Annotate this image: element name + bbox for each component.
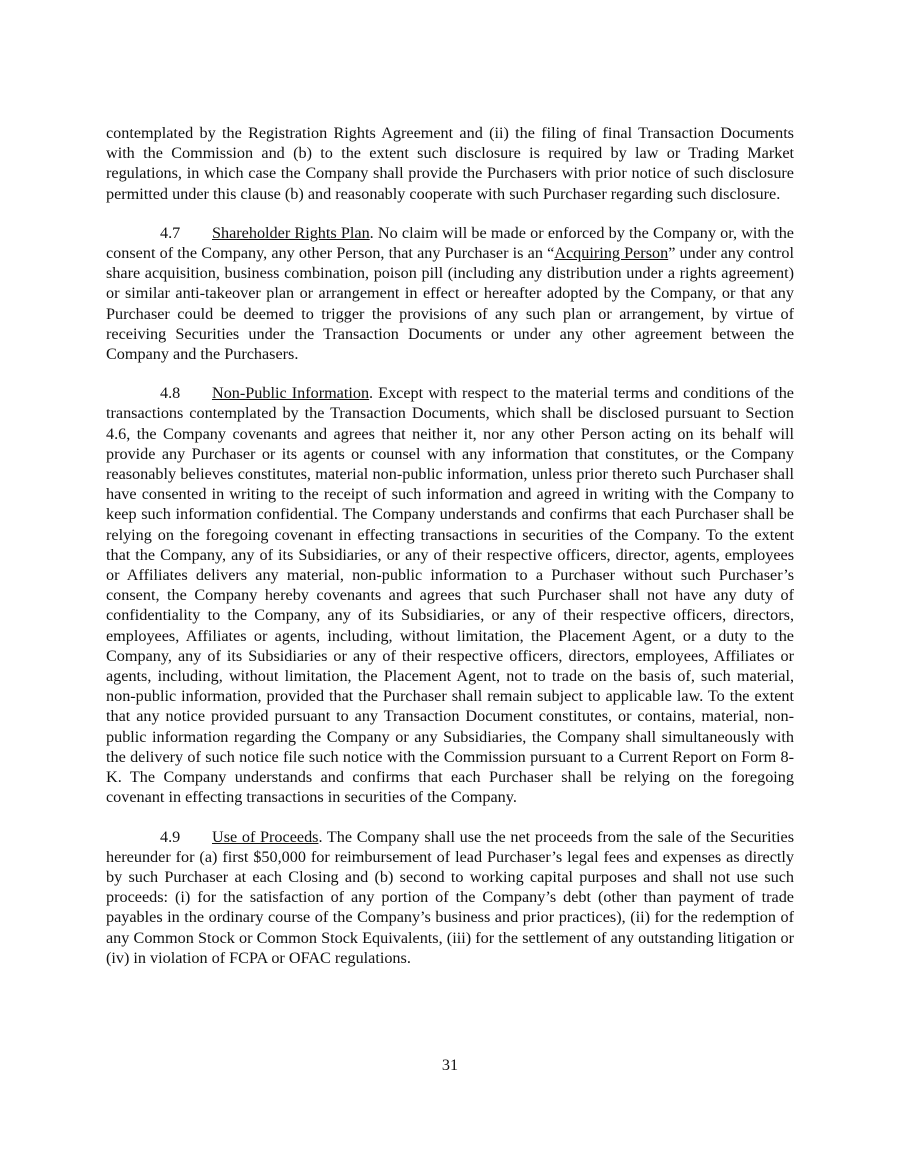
section-text: . Except with respect to the material terms and conditions of the transactions contemplated by the Transaction Documents, which shall be disclosed pursuant to Section 4.6, the Company covenants and agrees that neither it, nor any other Person acting on its behalf will provide any Purchaser or its agents or counsel with any information that constitutes, or the Company reasonably believes constitutes, material non-public information, unless prior thereto such Purchaser shall have consented in writing to the receipt of such information and agreed in writing with the Company to keep such information confidential. The Company understands and confirms that each Purchaser shall be relying on the foregoing covenant in effecting transactions in securities of the Company. To the extent that the Company, any of its Subsidiaries, or any of their respective officers, director, agents, employees or Affiliates delivers any material, non-public information to a Purchaser without such Purchaser’s consent, the Company hereby covenants and agrees that such Purchaser shall not have any duty of confidentiality to the Company, any of its Subsidiaries, or any of their respective officers, directors, employees, Affiliates or agents, including, without limitation, the Placement Agent, or a duty to the Company, any of its Subsidiaries or any of their respective officers, directors, employees, Affiliates or agents, including, without limitation, the Placement Agent, not to trade on the basis of, such material, non-public information, provided that the Purchaser shall remain subject to applicable law. To the extent that any notice provided pursuant to any Transaction Document constitutes, or contains, material, non-public information regarding the Company or any Subsidiaries, the Company shall simultaneously with the delivery of such notice file such notice with the Commission pursuant to a Current Report on Form 8-K. The Company understands and confirms that each Purchaser shall be relying on the foregoing covenant in effecting transactions in securities of the Company. [106,384,794,807]
section-number: 4.9 [160,827,181,846]
section-number: 4.7 [160,223,181,242]
section-heading: Non-Public Information [212,384,370,403]
section-4-8 [106,383,794,807]
section-text: . No claim will be made or enforced by the Company or, with the consent of the Company, any other Person, that any Purchaser is an “ [106,223,794,263]
section-text: ” under any control share acquisition, business combination, poison pill (including any distribution under a rights agreement) or similar anti-takeover plan or arrangement in effect or hereafter adopted by the Company, or that any Purchaser could be deemed to trigger the provisions of any such plan or arrangement, by virtue of receiving Securities under the Transaction Documents or under any other agreement between the Company and the Purchasers. [106,244,794,364]
section-text: . The Company shall use the net proceeds from the sale of the Securities hereunder for (a) first $50,000 for reimbursement of lead Purchaser’s legal fees and expenses as directly by such Purchaser at each Closing and (b) second to working capital purposes and shall not use such proceeds: (i) for the satisfaction of any portion of the Company’s debt (other than payment of trade payables in the ordinary course of the Company’s business and prior practices), (ii) for the redemption of any Common Stock or Common Stock Equivalents, (iii) for the settlement of any outstanding litigation or (iv) in violation of FCPA or OFAC regulations. [106,827,794,967]
page-body [106,123,794,987]
section-heading: Use of Proceeds [212,827,319,846]
section-4-9 [106,827,794,968]
intro-paragraph: contemplated by the Registration Rights Agreement and (ii) the filing of final Transaction Documents with the Commission and (b) to the extent such disclosure is required by law or Trading Market regulations, in which case the Company shall provide the Purchasers with prior notice of such disclosure permitted under this clause (b) and reasonably cooperate with such Purchaser regarding such disclosure. [106,124,794,203]
section-heading: Shareholder Rights Plan [212,223,370,242]
section-number: 4.8 [160,384,181,403]
page-number: 31 [441,1056,459,1074]
defined-term: Acquiring Person [554,244,669,263]
section-4-7 [106,223,794,364]
